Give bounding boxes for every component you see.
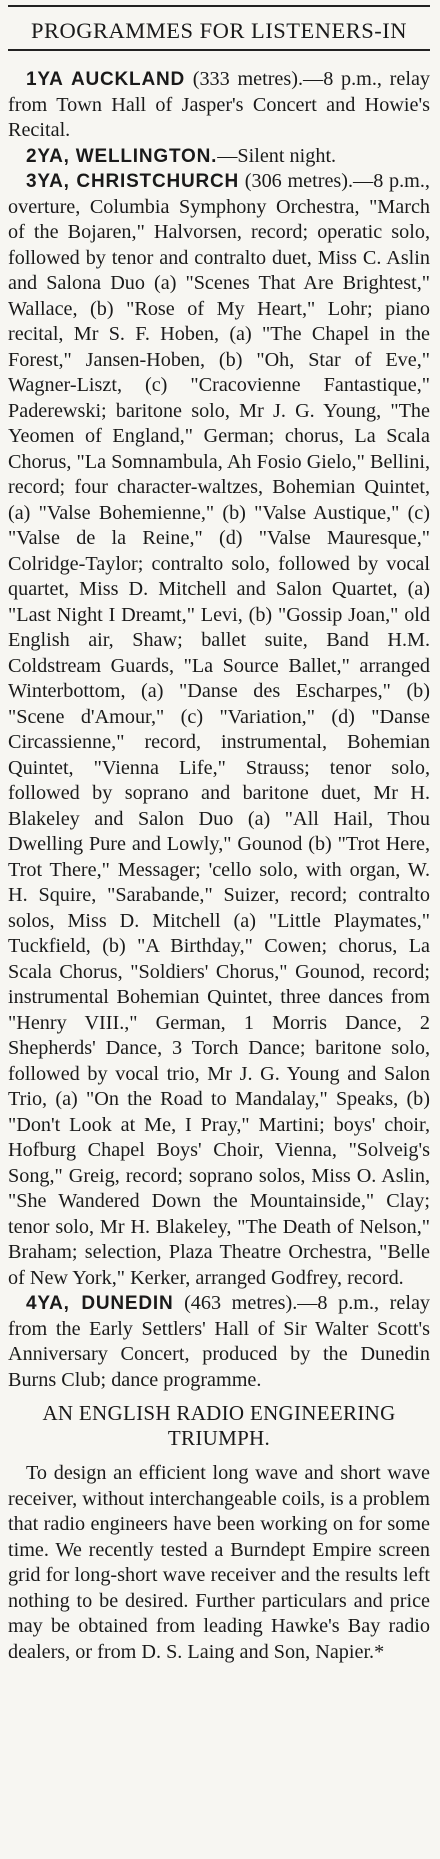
station-name: 2YA, WELLINGTON. bbox=[26, 145, 218, 167]
header-rule bbox=[8, 49, 430, 51]
station-programme: (463 metres).—8 p.m., relay from the Early Settlers' Hall of Sir Walter Scott's Anniversary Concert, produced by the Dunedin Burns Club; dance programme. bbox=[8, 1292, 430, 1391]
station-programme: —Silent night. bbox=[217, 144, 337, 167]
station-name: 4YA, DUNEDIN bbox=[26, 1293, 174, 1314]
article-heading: AN ENGLISH RADIO ENGINEERING TRIUMPH. bbox=[42, 1401, 396, 1450]
station-listing-1ya bbox=[8, 67, 430, 144]
station-name: 1YA AUCKLAND bbox=[26, 69, 186, 90]
top-rule bbox=[8, 5, 430, 7]
station-listing-2ya bbox=[8, 144, 430, 170]
article-body: To design an efficient long wave and short wave receiver, without interchangeable coils, is a problem that radio engineers have been working on for some time. We recently tested a Burndept Empire screen grid for long-short wave receiver and the results left nothing to be desired. Further particulars and price may be obtained from leading Hawke's Bay radio dealers, or from D. S. Laing and Son, Napier.* bbox=[8, 1462, 430, 1663]
station-listing-4ya bbox=[8, 1291, 430, 1393]
station-name: 3YA, CHRISTCHURCH bbox=[26, 171, 240, 192]
station-listing-3ya bbox=[8, 169, 430, 1291]
station-programme: (306 metres).—8 p.m., overture, Columbia Symphony Orchestra, "March of the Bojaren," Halvorsen, record; operatic solo, followed by tenor and contralto duet, Miss C. Aslin and Salona Duo (a) "Scenes That Are Brightest," Wallace, (b) "Rose of My Heart," Lohr; piano recital, Mr S. F. Hoben, (a) "The Chapel in the Forest," Jansen-Hoben, (b) "Oh, Star of Eve," Wagner-Liszt, (c) "Cracovienne Fantastique," Paderewski; baritone solo, Mr J. G. Young, "The Yeomen of England," German; chorus, La Scala Chorus, "La Somnambula, Ah Fosio Gielo," Bellini, record; four character-waltzes, Bohemian Quintet, (a) "Valse Bohemienne," (b) "Valse Austique," (c) "Valse de la Reine," (d) "Valse Mauresque," Colridge-Taylor; contralto solo, followed by vocal quartet, Miss D. Mitchell and Salon Quartet, (a) "Last Night I Dreamt," Levi, (b) "Gossip Joan," old English air, Shaw; ballet suite, Band H.M. Coldstream Guards, "La Source Ballet," arranged Winterbottom, (a) "Danse des Escharpes," (b) "Scene d'Amour," (c) "Variation," (d) "Danse Circassienne," record, instrumental, Bohemian Quintet, "Vienna Life," Strauss; tenor solo, followed by soprano and baritone duet, Mr H. Blakeley and Salon Duo (a) "All Hail, Thou Dwelling Pure and Lowly," Gounod (b) "Trot Here, Trot There," Messager; 'cello solo, with organ, W. H. Squire, "Sarabande," Suizer, record; contralto solos, Miss D. Mitchell (a) "Little Playmates," Tuckfield, (b) "A Birthday," Cowen; chorus, La Scala Chorus, "Soldiers' Chorus," Gounod, record; instrumental Bohemian Quintet, three dances from "Henry VIII.," German, 1 Morris Dance, 2 Shepherds' Dance, 3 Torch Dance; baritone solo, followed by vocal trio, Mr J. G. Young and Salon Trio, (a) "On the Road to Mandalay," Speaks, (b) "Don't Look at Me, I Pray," Martini; boys' choir, Hofburg Chapel Boys' Choir, Vienna, "Solveig's Song," Greig, record; soprano solos, Miss O. Aslin, "She Wandered Down the Mountainside," Clay; tenor solo, Mr H. Blakeley, "The Death of Nelson," Braham; selection, Plaza Theatre Orchestra, "Belle of New York," Kerker, arranged Godfrey, record. bbox=[8, 170, 430, 1289]
page-title: PROGRAMMES FOR LISTENERS-IN bbox=[30, 18, 408, 43]
station-programme: (333 metres).—8 p.m., relay from Town Hall of Jasper's Concert and Howie's Recital. bbox=[8, 68, 431, 141]
